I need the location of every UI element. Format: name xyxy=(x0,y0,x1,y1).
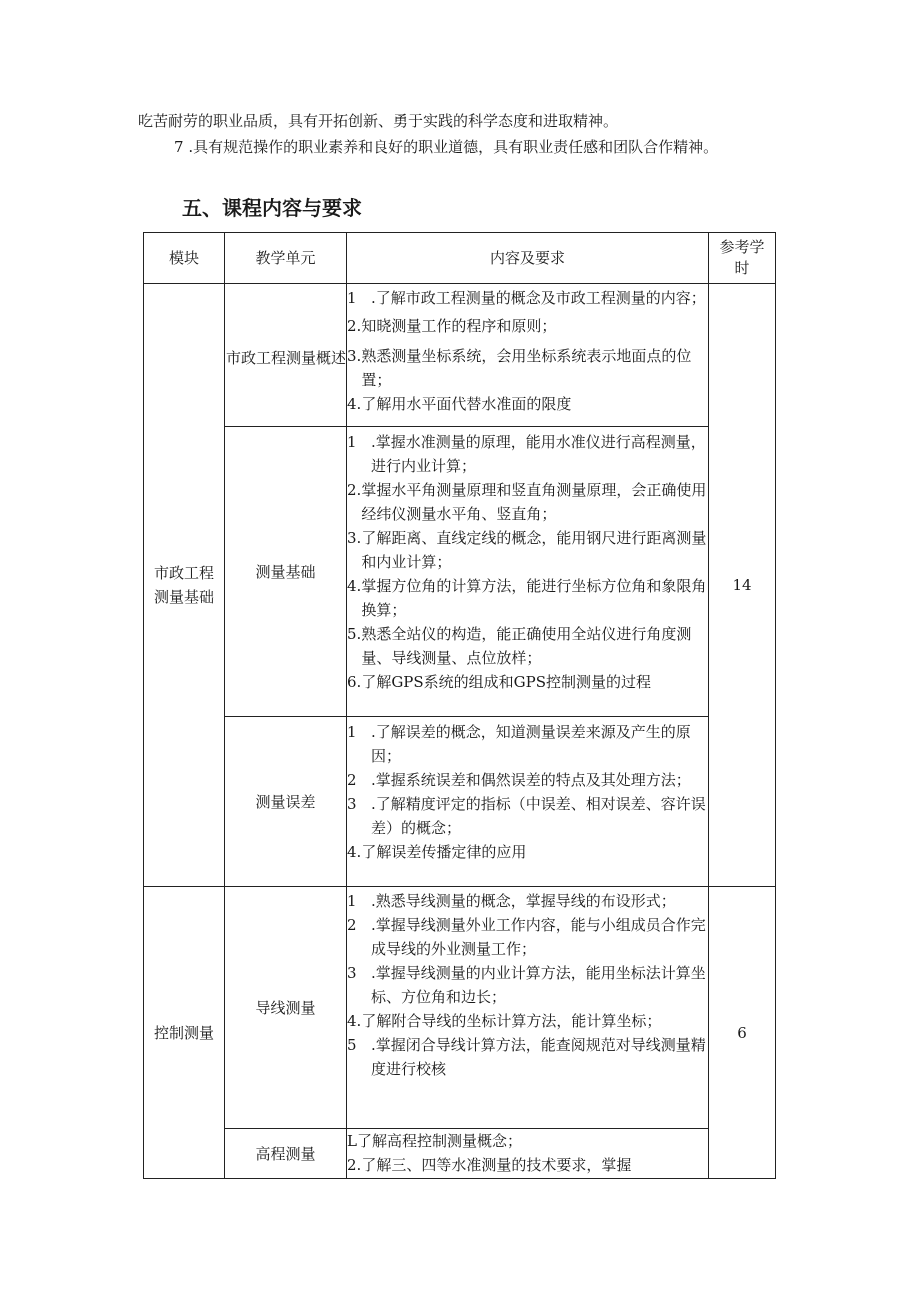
item-text: 了解误差传播定律的应用 xyxy=(361,843,527,861)
section-title: 五、课程内容与要求 xyxy=(182,196,362,220)
list-item xyxy=(347,622,707,670)
item-number: 1 xyxy=(347,289,357,307)
unit-name: 市政工程测量概述 xyxy=(226,349,347,367)
item-text: 了解三、四等水准测量的技术要求，掌握 xyxy=(361,1156,632,1174)
item-number: 3 xyxy=(347,964,357,982)
item-text: 熟悉测量坐标系统，会用坐标系统表示地面点的位置； xyxy=(361,347,692,389)
module-hours: 14 xyxy=(732,576,752,594)
list-item xyxy=(347,574,707,622)
item-number: 4. xyxy=(347,395,362,413)
unit-name: 测量误差 xyxy=(255,792,316,811)
item-text: 了解距离、直线定线的概念，能用钢尺进行距离测量和内业计算； xyxy=(361,529,707,571)
unit-name: 测量基础 xyxy=(255,562,316,581)
item-number: 3. xyxy=(347,347,362,365)
item-number: 4. xyxy=(347,843,362,861)
header-hours: 参考学时 xyxy=(719,238,765,277)
item-number: 2. xyxy=(347,1156,362,1174)
item-text: .熟悉导线测量的概念，掌握导线的布设形式； xyxy=(371,892,676,910)
item-number: 2. xyxy=(347,481,362,499)
list-item xyxy=(347,1153,707,1177)
item-text: .掌握导线测量外业工作内容，能与小组成员合作完成导线的外业测量工作； xyxy=(371,916,706,958)
header-content: 内容及要求 xyxy=(489,249,565,267)
item-number: 4. xyxy=(347,1012,362,1030)
list-item xyxy=(347,840,707,864)
item-number: 1 xyxy=(347,892,357,910)
unit-name: 高程测量 xyxy=(255,1144,316,1163)
unit-name: 导线测量 xyxy=(255,998,316,1017)
item-text: .掌握闭合导线计算方法，能查阅规范对导线测量精度进行校核 xyxy=(371,1036,706,1078)
table-header-rule xyxy=(143,283,776,284)
header-unit: 教学单元 xyxy=(255,249,316,267)
list-item xyxy=(347,670,707,694)
list-item xyxy=(347,1009,707,1033)
item-number: 3. xyxy=(347,529,362,547)
item-text: 了解GPS系统的组成和GPS控制测量的过程 xyxy=(361,673,652,691)
item-number: 2 xyxy=(347,916,357,934)
item-text: 熟悉全站仪的构造，能正确使用全站仪进行角度测量、导线测量、点位放样； xyxy=(361,625,692,667)
item-number: 1 xyxy=(347,723,357,741)
item-number: 4. xyxy=(347,577,362,595)
item-number: L xyxy=(347,1132,357,1150)
item-text: 了解附合导线的坐标计算方法，能计算坐标； xyxy=(361,1012,662,1030)
list-item xyxy=(347,1033,707,1081)
intro-paragraph: 吃苦耐劳的职业品质，具有开拓创新、勇于实践的科学态度和进取精神。 xyxy=(138,112,619,130)
item-number: 5 xyxy=(347,1036,357,1054)
list-item xyxy=(347,344,707,392)
list-item xyxy=(347,430,707,478)
item-number: 5. xyxy=(347,625,362,643)
header-module: 模块 xyxy=(168,249,199,267)
item-text: .了解误差的概念，知道测量误差来源及产生的原因； xyxy=(371,723,691,765)
item-text: 掌握水平角测量原理和竖直角测量原理，会正确使用经纬仪测量水平角、竖直角； xyxy=(361,481,707,523)
list-item xyxy=(347,720,707,768)
table-border-bottom xyxy=(143,1178,776,1179)
module-name: 控制测量 xyxy=(153,1023,214,1042)
list-item xyxy=(347,314,707,338)
unit-content xyxy=(347,430,707,716)
list-item xyxy=(347,913,707,961)
item-text: .了解精度评定的指标（中误差、相对误差、容许误差）的概念； xyxy=(371,795,706,837)
module-name: 市政工程测量基础 xyxy=(153,564,214,606)
item-text: .掌握导线测量的内业计算方法，能用坐标法计算坐标、方位角和边长； xyxy=(371,964,706,1006)
unit-content xyxy=(347,720,707,886)
list-item xyxy=(347,768,707,792)
item-text: .掌握水准测量的原理，能用水准仪进行高程测量，进行内业计算； xyxy=(371,433,706,475)
item-number: 2 xyxy=(347,771,357,789)
table-border-right xyxy=(775,232,776,1179)
item-text: 知晓测量工作的程序和原则； xyxy=(361,317,557,335)
module-hours: 6 xyxy=(737,1023,747,1042)
unit-content xyxy=(347,1129,707,1178)
list-item xyxy=(347,889,707,913)
list-item xyxy=(347,961,707,1009)
list-item xyxy=(347,392,707,416)
item-text: 了解高程控制测量概念； xyxy=(356,1132,522,1150)
item-number: 1 xyxy=(347,433,357,451)
list-item xyxy=(347,526,707,574)
item-number: 3 xyxy=(347,795,357,813)
unit-content xyxy=(347,889,707,1125)
item-text: 了解用水平面代替水准面的限度 xyxy=(361,395,572,413)
item-text: .了解市政工程测量的概念及市政工程测量的内容； xyxy=(371,289,706,307)
list-item xyxy=(347,1129,707,1153)
item-text: 掌握方位角的计算方法，能进行坐标方位角和象限角换算； xyxy=(361,577,707,619)
list-item xyxy=(347,286,707,310)
unit-content xyxy=(347,286,707,426)
list-item xyxy=(347,478,707,526)
intro-item-7-number: 7 xyxy=(174,138,184,156)
item-text: .掌握系统误差和偶然误差的特点及其处理方法； xyxy=(371,771,691,789)
list-item xyxy=(347,792,707,840)
item-number: 6. xyxy=(347,673,362,691)
intro-item-7-text: .具有规范操作的职业素养和良好的职业道德，具有职业责任感和团队合作精神。 xyxy=(183,138,719,156)
item-number: 2. xyxy=(347,317,362,335)
